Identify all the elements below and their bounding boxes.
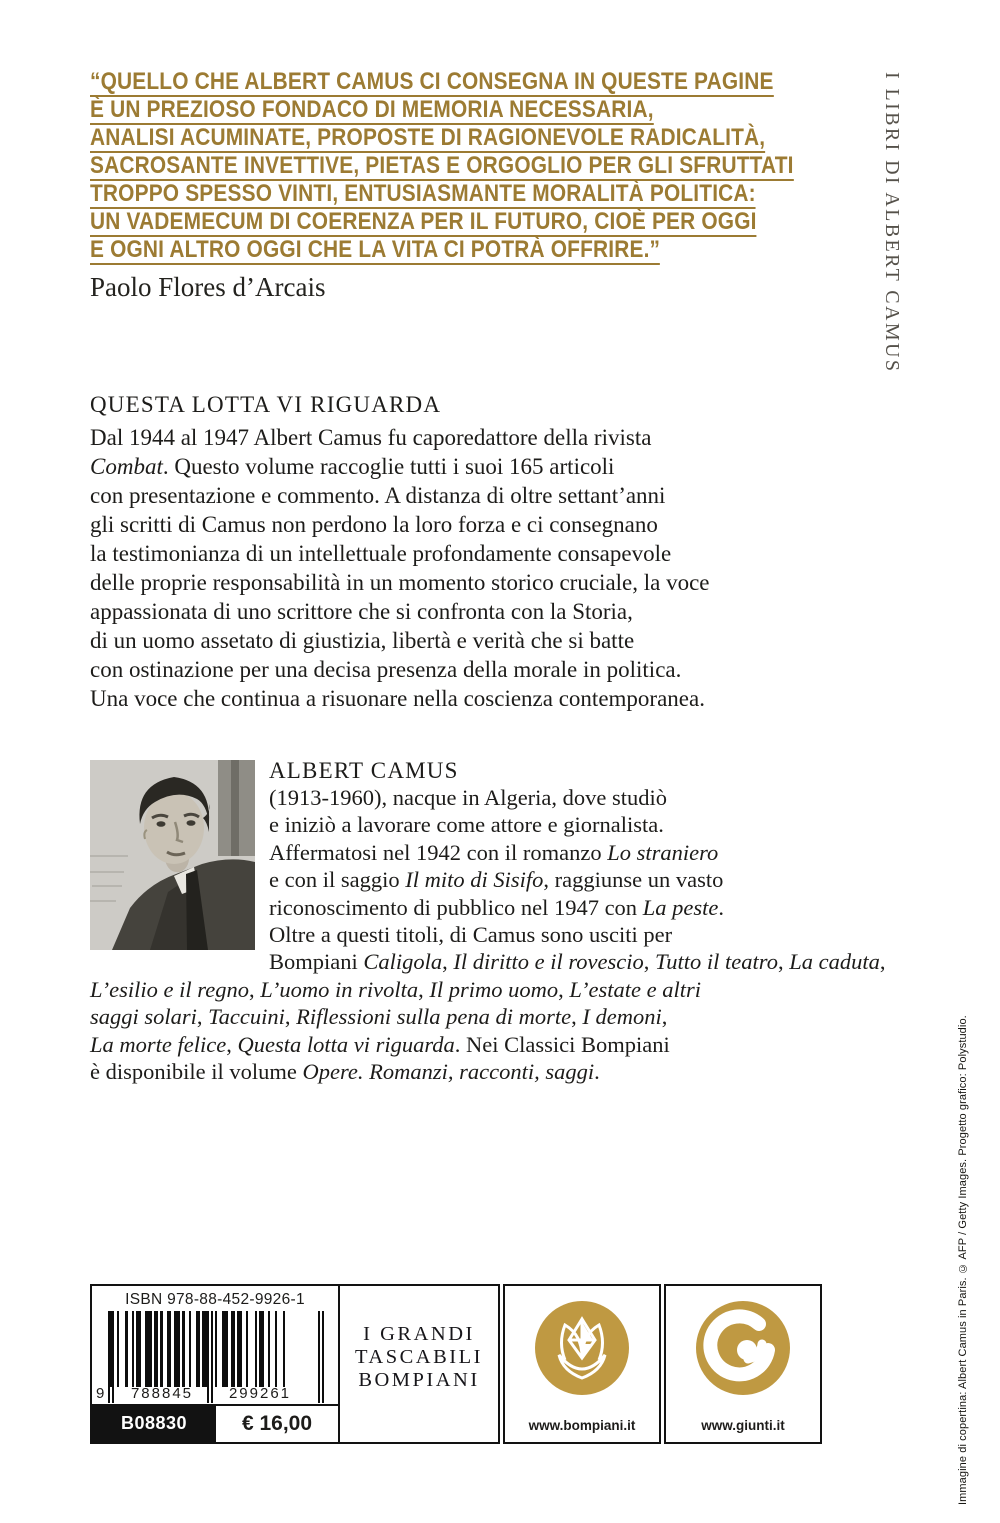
- text-line: TASCABILI: [355, 1345, 483, 1368]
- text-line: e con il saggio Il mito di Sisifo, raggiunse un vasto: [269, 867, 724, 893]
- text-line: SACROSANTE INVETTIVE, PIETAS E ORGOGLIO PER GLI SFRUTTATI: [90, 152, 794, 179]
- text-line: Oltre a questi titoli, di Camus sono usciti per: [269, 922, 673, 948]
- text-line: è disponibile il volume Opere. Romanzi, racconti, saggi.: [90, 1059, 600, 1085]
- text-line: Bompiani Caligola, Il diritto e il rovescio, Tutto il teatro, La caduta,: [269, 949, 886, 975]
- isbn-number: ISBN 978-88-452-9926-1: [125, 1291, 305, 1308]
- author-bio-section: [90, 757, 886, 1085]
- review-quote-lines: [90, 68, 794, 266]
- text-line: e iniziò a lavorare come attore e giornalista.: [269, 812, 664, 838]
- text-line: BOMPIANI: [358, 1368, 480, 1391]
- text-line: È UN PREZIOSO FONDACO DI MEMORIA NECESSARIA,: [90, 96, 654, 123]
- text-line: ANALISI ACUMINATE, PROPOSTE DI RAGIONEVOLE RADICALITÀ,: [90, 124, 766, 151]
- text-line: riconoscimento di pubblico nel 1947 con La peste.: [269, 894, 724, 920]
- barcode-digit-group: 788845: [130, 1384, 194, 1402]
- bompiani-url: www.bompiani.it: [528, 1418, 636, 1433]
- giunti-g-logo-icon: [695, 1300, 791, 1401]
- text-line: saggi solari, Taccuini, Riflessioni sulla pena di morte, I demoni,: [90, 1004, 668, 1030]
- barcode-digit-group: 299261: [228, 1384, 292, 1402]
- text-line: L’esilio e il regno, L’uomo in rivolta, Il primo uomo, L’estate e altri: [90, 976, 702, 1002]
- footer-strip: [90, 1284, 822, 1444]
- text-line: Dal 1944 al 1947 Albert Camus fu caporedattore della rivista: [90, 425, 652, 450]
- text-line: con ostinazione per una decisa presenza della morale in politica.: [90, 657, 682, 682]
- isbn-box: [90, 1284, 340, 1444]
- text-line: la testimonianza di un intellettuale profondamente consapevole: [90, 541, 672, 566]
- synopsis-text: [90, 423, 860, 713]
- albert-camus-portrait-image: [90, 760, 255, 950]
- series-vertical-title: I LIBRI DI ALBERT CAMUS: [881, 72, 903, 374]
- barcode-digit-group: 9: [96, 1384, 107, 1402]
- text-line: gli scritti di Camus non perdono la loro forza e ci consegnano: [90, 512, 658, 537]
- barcode-bar: [174, 1311, 181, 1387]
- text-line: UN VADEMECUM DI COERENZA PER IL FUTURO, CIOÈ PER OGGI: [90, 208, 757, 235]
- barcode-bars: [110, 1311, 322, 1387]
- barcode-bar: [248, 1311, 255, 1387]
- bompiani-flower-logo-icon: [534, 1300, 630, 1401]
- text-line: Combat. Questo volume raccoglie tutti i suoi 165 articoli: [90, 454, 615, 479]
- bompiani-box: [503, 1284, 661, 1444]
- barcode-digits: [96, 1384, 328, 1402]
- barcode-bar: [277, 1311, 284, 1387]
- quote-attribution: Paolo Flores d’Arcais: [90, 272, 326, 302]
- text-line: TROPPO SPESSO VINTI, ENTUSIASMANTE MORALITÀ POLITICA:: [90, 180, 756, 207]
- text-line: appassionata di uno scrittore che si confronta con la Storia,: [90, 599, 633, 624]
- series-box: [338, 1284, 500, 1444]
- text-line: delle proprie responsabilità in un momento storico cruciale, la voce: [90, 570, 710, 595]
- author-photo: [90, 760, 255, 950]
- book-title: QUESTA LOTTA VI RIGUARDA: [90, 392, 442, 417]
- author-name: ALBERT CAMUS: [269, 758, 459, 783]
- barcode-bar: [119, 1311, 126, 1387]
- text-line: (1913-1960), nacque in Algeria, dove studiò: [269, 785, 668, 810]
- text-line: con presentazione e commento. A distanza di oltre settant’anni: [90, 483, 666, 508]
- giunti-box: [664, 1284, 822, 1444]
- review-quote: [90, 70, 890, 266]
- giunti-url: www.giunti.it: [701, 1418, 785, 1433]
- text-line: Affermatosi nel 1942 con il romanzo Lo straniero: [269, 839, 719, 865]
- barcode-bar: [283, 1311, 285, 1387]
- ean-barcode: [96, 1311, 328, 1404]
- text-line: I GRANDI: [363, 1322, 475, 1345]
- barcode-bar: [145, 1311, 152, 1387]
- text-line: Una voce che continua a risuonare nella coscienza contemporanea.: [90, 686, 705, 711]
- price-row: [92, 1404, 338, 1442]
- text-line: “QUELLO CHE ALBERT CAMUS CI CONSEGNA IN QUESTE PAGINE: [90, 68, 774, 95]
- text-line: di un uomo assetato di giustizia, libertà e verità che si batte: [90, 628, 635, 653]
- text-line: La morte felice, Questa lotta vi riguarda. Nei Classici Bompiani: [90, 1031, 670, 1057]
- edition-code: B08830: [92, 1406, 216, 1442]
- cover-credits: Immagine di copertina: Albert Camus in Paris. © AFP / Getty Images. Progetto grafico: Polystudio.: [957, 1015, 969, 1505]
- synopsis-section: [90, 392, 860, 713]
- text-line: E OGNI ALTRO OGGI CHE LA VITA CI POTRÀ OFFRIRE.”: [90, 236, 661, 263]
- barcode-bar: [222, 1311, 229, 1387]
- price: € 16,00: [241, 1411, 313, 1435]
